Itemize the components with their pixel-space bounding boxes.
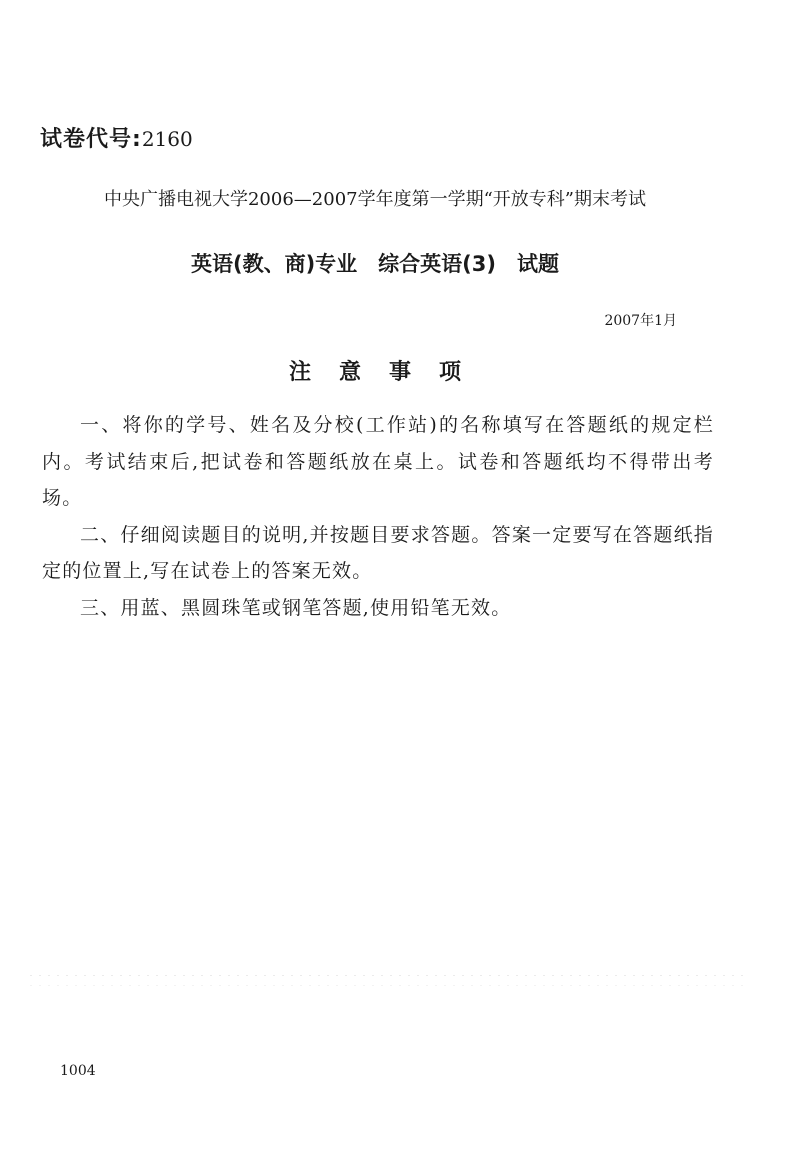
scan-noise bbox=[30, 985, 750, 986]
notice-heading: 注意事项 bbox=[288, 360, 489, 385]
scan-noise bbox=[30, 975, 750, 976]
exam-header: 中央广播电视大学2006—2007学年度第一学期“开放专科”期末考试 bbox=[103, 189, 647, 210]
notice-item: 一、将你的学号、姓名及分校(工作站)的名称填写在答题纸的规定栏内。考试结束后,把试卷和答题纸放在桌上。试卷和答题纸均不得带出考场。 bbox=[42, 414, 714, 509]
notice-list bbox=[42, 407, 714, 626]
page-number: 1004 bbox=[60, 1063, 96, 1079]
exam-date: 2007年1月 bbox=[604, 313, 677, 329]
notice-item: 二、仔细阅读题目的说明,并按题目要求答题。答案一定要写在答题纸指定的位置上,写在试卷上的答案无效。 bbox=[42, 523, 714, 582]
paper-code-label: 试卷代号: bbox=[40, 127, 142, 152]
exam-title: 英语(教、商)专业 综合英语(3) 试题 bbox=[190, 252, 559, 276]
paper-code-value: 2160 bbox=[141, 127, 193, 151]
paper-code bbox=[40, 124, 193, 155]
notice-item: 三、用蓝、黑圆珠笔或钢笔答题,使用铅笔无效。 bbox=[80, 596, 512, 619]
